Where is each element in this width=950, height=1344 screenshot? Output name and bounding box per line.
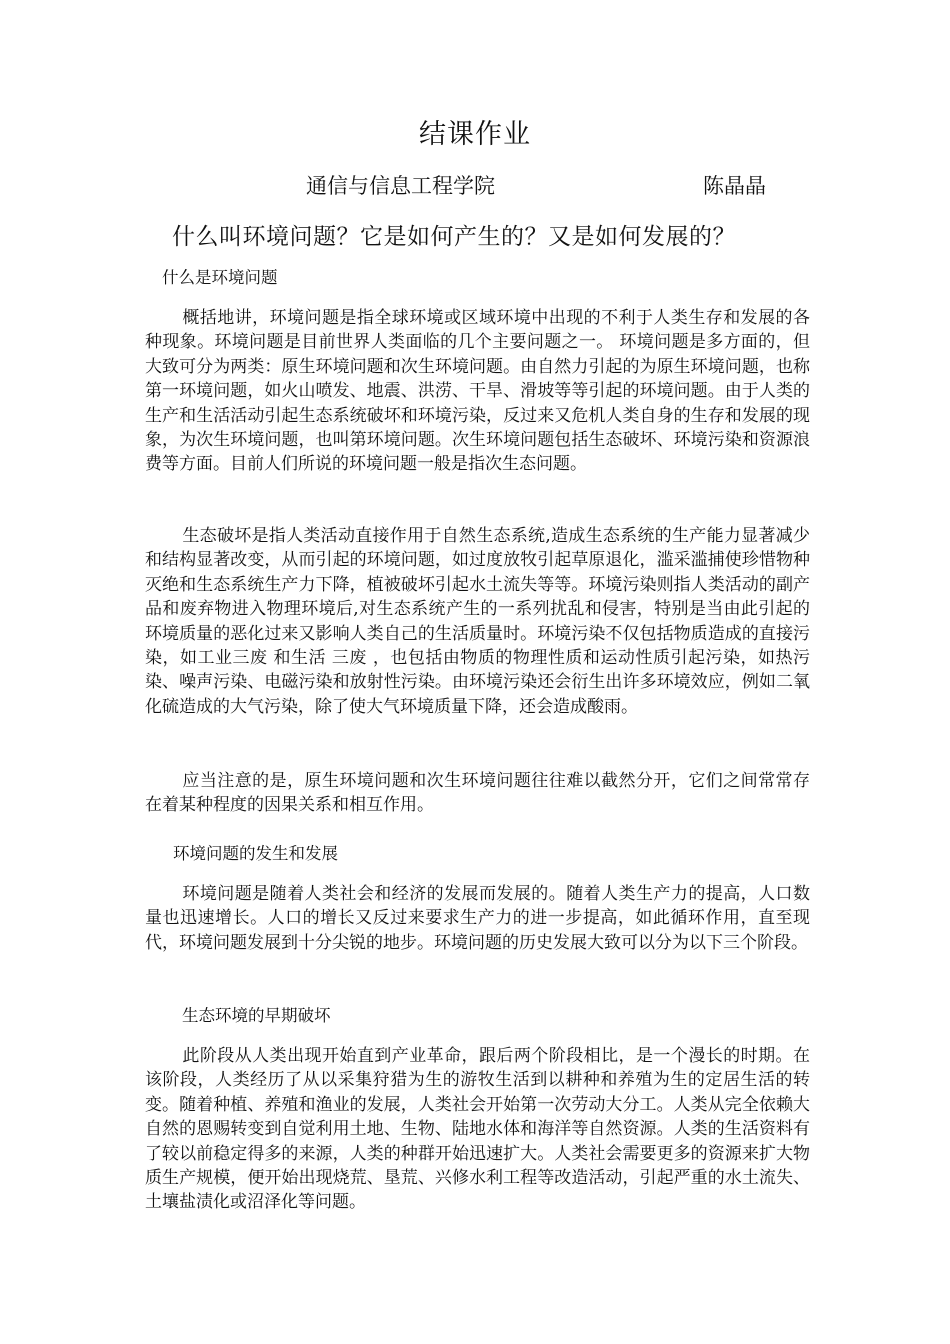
college-name: 通信与信息工程学院	[306, 174, 495, 198]
paragraph-ecological-damage: 生态破坏是指人类活动直接作用于自然生态系统,造成生态系统的生产能力显著减少和结构显著改变，从而引起的环境问题，如过度放牧引起草原退化，滥采滥捕使珍惜物种灭绝和生态系统生产力下降，植被破坏引起水土流失等等。环境污染则指人类活动的副产品和废弃物进入物理环境后,对生态系统产生的一系列扰乱和侵害，特别是当由此引起的环境质量的恶化过来又影响人类自己的生活质量时。环境污染不仅包括物质造成的直接污染，如工业三废 和生活 三废 ，也包括由物质的物理性质和运动性质引起污染，如热污染、噪声污染、电磁污染和放射性污染。由环境污染还会衍生出许多环境效应，例如二氧化硫造成的大气污染，除了使大气环境质量下降，还会造成酸雨。	[145, 526, 810, 717]
paragraph-early-stage: 此阶段从人类出现开始直到产业革命，跟后两个阶段相比，是一个漫长的时期。在该阶段，人类经历了从以采集狩猎为生的游牧生活到以耕种和养殖为生的定居生活的转变。随着种植、养殖和渔业的发展，人类社会开始第一次劳动大分工。人类从完全依赖大自然的恩赐转变到自觉利用土地、生物、陆地水体和海洋等自然资源。人类的生活资料有了较以前稳定得多的来源，人类的种群开始迅速扩大。人类社会需要更多的资源来扩大物质生产规模，便开始出现烧荒、垦荒、兴修水利工程等改造活动，引起严重的水土流失、土壤盐渍化或沼泽化等问题。	[145, 1046, 810, 1213]
section-heading-early-damage: 生态环境的早期破坏	[182, 1006, 331, 1025]
essay-question: 什么叫环境问题？它是如何产生的？又是如何发展的？	[172, 224, 736, 250]
paragraph-definition: 概括地讲，环境问题是指全球环境或区域环境中出现的不利于人类生存和发展的各种现象。环境问题是目前世界人类面临的几个主要问题之一。 环境问题是多方面的，但大致可分为两类：原生环境问题和次生环境问题。由自然力引起的为原生环境问题，也称第一环境问题，如火山喷发、地震、洪涝、干旱、滑坡等等引起的环境问题。由于人类的生产和生活活动引起生态系统破坏和环境污染，反过来又危机人类自身的生存和发展的现象，为次生环境问题，也叫第环境问题。次生环境问题包括生态破坏、环境污染和资源浪费等方面。目前人们所说的环境问题一般是指次生态问题。	[145, 308, 810, 475]
author-name: 陈晶晶	[703, 174, 766, 198]
paragraph-note: 应当注意的是，原生环境问题和次生环境问题往往难以截然分开，它们之间常常存在着某种程度的因果关系和相互作用。	[145, 771, 810, 816]
section-heading-what-is: 什么是环境问题	[162, 268, 278, 287]
document-title: 结课作业	[419, 119, 531, 150]
section-heading-development: 环境问题的发生和发展	[173, 844, 338, 863]
paragraph-development: 环境问题是随着人类社会和经济的发展而发展的。随着人类生产力的提高，人口数量也迅速增长。人口的增长又反过来要求生产力的进一步提高，如此循环作用，直至现代，环境问题发展到十分尖锐的地步。环境问题的历史发展大致可以分为以下三个阶段。	[145, 884, 810, 953]
